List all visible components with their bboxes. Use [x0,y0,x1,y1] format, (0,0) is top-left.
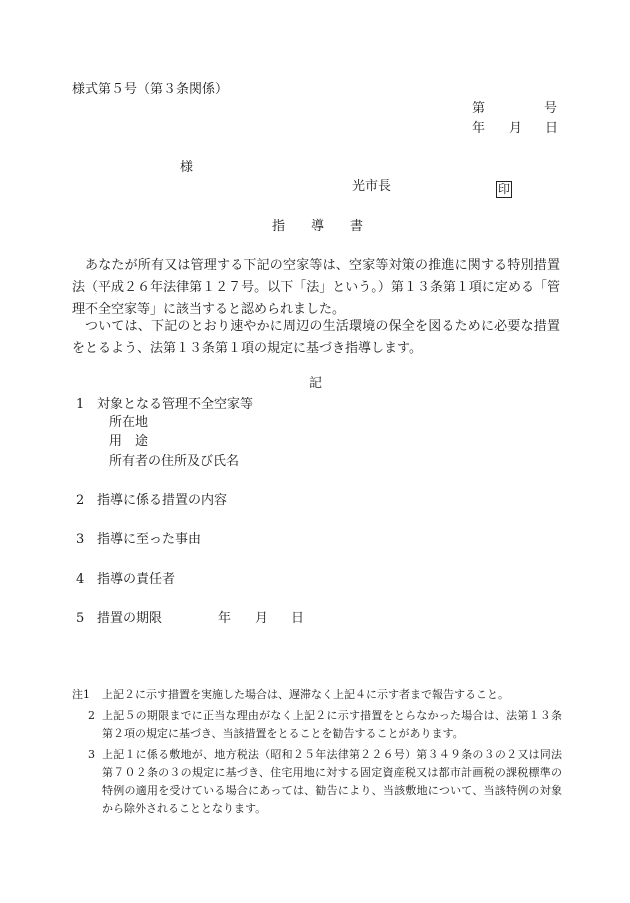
form-label: 様式第５号（第３条関係） [72,82,229,97]
item-5-number: 5 [76,611,85,626]
ki-heading: 記 [309,376,323,391]
note-1 [72,686,562,704]
item-4-number: 4 [76,572,85,587]
item-5-label: 措置の期限 [97,611,163,626]
sub-item-location: 所在地 [109,415,149,430]
item-3-number: 3 [76,532,85,547]
sender-name: 光市長 [352,179,392,194]
note-2-number: 2 [88,709,95,722]
document-title: 指 導 書 [272,219,364,234]
deadline-year: 年 [218,611,232,626]
note-1-number: 注1 [72,688,90,701]
note-3-number: 3 [88,748,95,761]
item-1-number: 1 [76,397,85,412]
notes-prefix: 注 [72,688,83,701]
seal-text: 印 [498,182,511,196]
body-paragraph-2: ついては、下記のとおり速やかに周辺の生活環境の保全を図るために必要な措置をとるよう、法第１３条第１項の規定に基づき指導します。 [72,319,560,356]
date-day: 日 [545,121,559,136]
note-2 [72,707,562,743]
notes-section [72,686,562,818]
item-2-label: 指導に係る措置の内容 [97,493,228,508]
seal-mark [496,178,512,198]
addressee-suffix: 様 [180,160,194,175]
date-month: 月 [509,121,523,136]
deadline-month: 月 [255,611,269,626]
deadline-day: 日 [291,611,305,626]
note-3 [72,746,562,818]
body-paragraph-1: あなたが所有又は管理する下記の空家等は、空家等対策の推進に関する特別措置法（平成２６年法律第１２７号。以下「法」という。）第１３条第１項に定める「管理不全空家等」に該当すると認められました。 [72,258,560,317]
sub-item-owner: 所有者の住所及び氏名 [109,454,240,469]
item-1-label: 対象となる管理不全空家等 [97,397,254,412]
note-1-text: 上記２に示す措置を実施した場合は、遅滞なく上記４に示す者まで報告すること。 [102,688,509,701]
item-3-label: 指導に至った事由 [97,532,202,547]
sub-item-usage: 用 途 [109,434,149,449]
note-3-text: 上記１に係る敷地が、地方税法（昭和２５年法律第２２６号）第３４９条の３の２又は同法第７０２条の３の規定に基づき、住宅用地に対する固定資産税又は都市計画税の課税標準の特例の適用を受けている場合にあっては、勧告により、当該敷地について、当該特例の対象から除外されることとなります。 [102,748,562,815]
doc-number-suffix: 号 [544,101,558,116]
date-year: 年 [472,121,486,136]
doc-number-prefix: 第 [472,101,486,116]
item-2-number: 2 [76,493,85,508]
note-2-text: 上記５の期限までに正当な理由がなく上記２に示す措置をとらなかった場合は、法第１３条第２項の規定に基づき、当該措置をとることを勧告することがあります。 [102,709,562,740]
item-4-label: 指導の責任者 [97,572,176,587]
